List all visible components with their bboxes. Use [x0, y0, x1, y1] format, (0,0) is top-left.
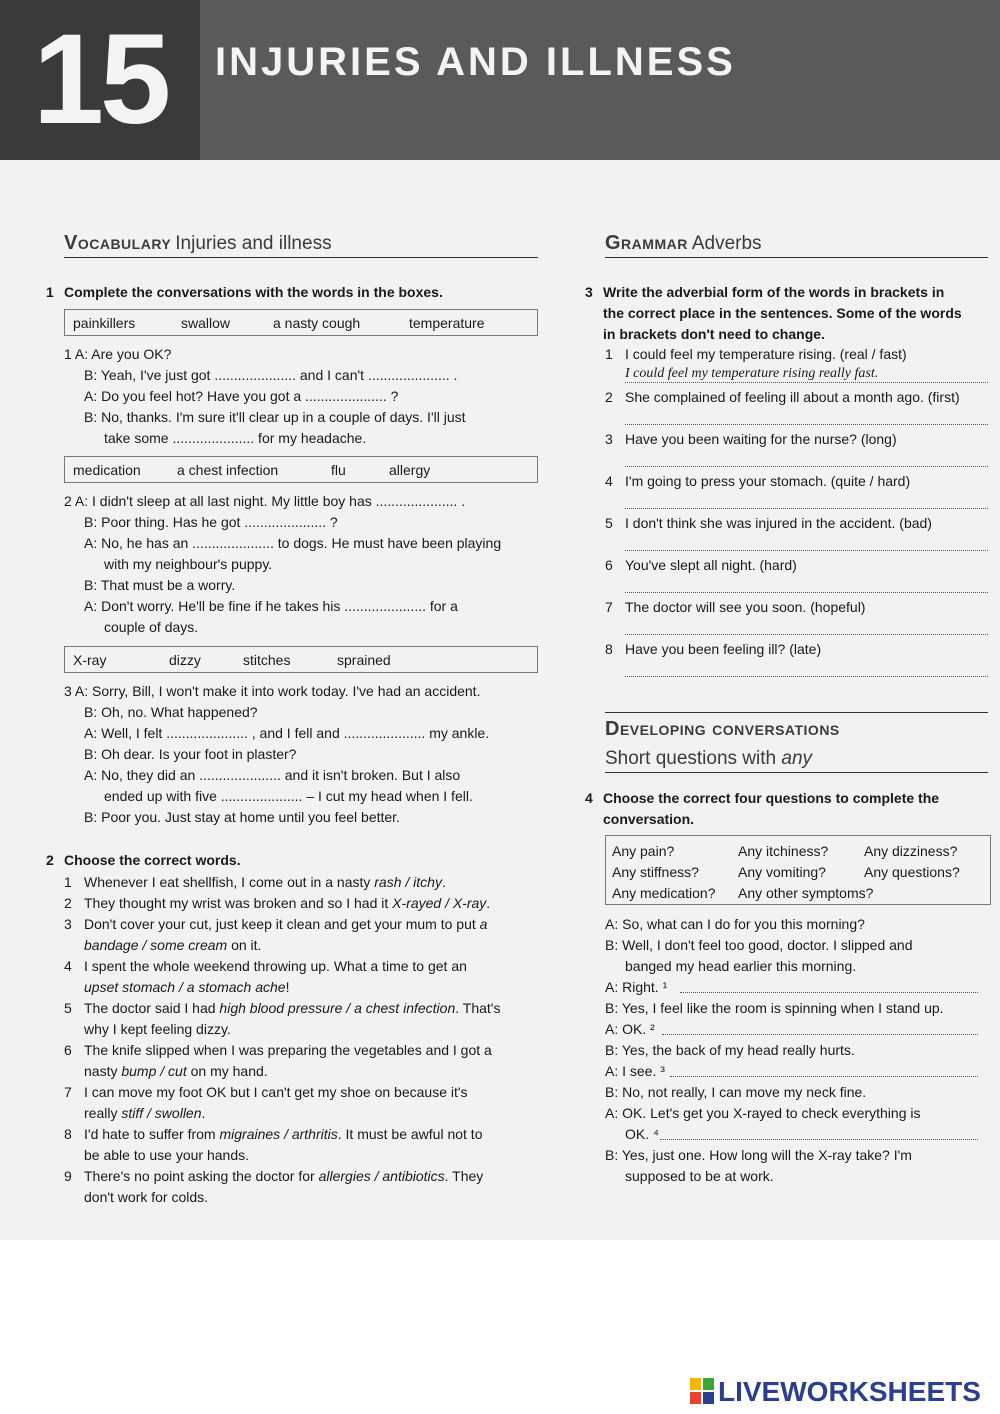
- word-box-1: painkillers swallow a nasty cough temperature: [64, 309, 538, 336]
- answer-line-1[interactable]: [680, 992, 978, 993]
- option-any-questions[interactable]: Any questions?: [864, 864, 960, 880]
- list-item: 4 I'm going to press your stomach. (quite / hard): [605, 473, 911, 489]
- option-any-dizziness[interactable]: Any dizziness?: [864, 843, 958, 859]
- list-item: 9 There's no point asking the doctor for allergies / antibiotics. They: [64, 1168, 484, 1184]
- unit-banner: [0, 0, 1000, 160]
- list-item: 3 Don't cover your cut, just keep it clean and get your mum to put a: [64, 916, 488, 932]
- exercise-4-instruction: 4 Choose the correct four questions to complete the conversation.: [585, 790, 940, 827]
- word-box-3: X-ray dizzy stitches sprained: [64, 646, 538, 673]
- list-item: 4 I spent the whole weekend throwing up. What a time to get an: [64, 958, 467, 974]
- vocabulary-heading: Vocabulary Injuries and illness: [64, 232, 538, 258]
- list-item: 2 They thought my wrist was broken and so I had it X-rayed / X-ray.: [64, 895, 491, 911]
- list-item: 6 The knife slipped when I was preparing the vegetables and I got a: [64, 1042, 492, 1058]
- answer-line[interactable]: [625, 424, 988, 425]
- developing-subheading: Short questions with any: [605, 748, 988, 773]
- answer-line[interactable]: [625, 466, 988, 467]
- answer-line[interactable]: [625, 508, 988, 509]
- list-item: 7 The doctor will see you soon. (hopeful): [605, 599, 866, 615]
- option-any-pain[interactable]: Any pain?: [612, 843, 675, 859]
- divider: [605, 712, 988, 713]
- answer-line[interactable]: [625, 382, 988, 383]
- answer-line-2[interactable]: [662, 1034, 978, 1035]
- option-any-medication[interactable]: Any medication?: [612, 885, 716, 901]
- list-item: 7 I can move my foot OK but I can't get my shoe on because it's: [64, 1084, 468, 1100]
- option-any-stiffness[interactable]: Any stiffness?: [612, 864, 699, 880]
- exercise-3-instruction: 3 Write the adverbial form of the words in brackets in the correct place in the sentences. Some of the words in brackets don't need to change.: [585, 284, 962, 342]
- list-item: 5 The doctor said I had high blood pressure / a chest infection. That's: [64, 1000, 501, 1016]
- exercise-1-instruction: 1 Complete the conversations with the words in the boxes.: [46, 284, 443, 300]
- list-item: 2 She complained of feeling ill about a month ago. (first): [605, 389, 960, 405]
- answer-line[interactable]: [625, 592, 988, 593]
- list-item: 1 I could feel my temperature rising. (real / fast): [605, 346, 907, 362]
- list-item: 6 You've slept all night. (hard): [605, 557, 797, 573]
- word-box-2: medication a chest infection flu allergy: [64, 456, 538, 483]
- option-any-other-symptoms[interactable]: Any other symptoms?: [738, 885, 874, 901]
- unit-number: 15: [0, 0, 200, 160]
- list-item: 8 Have you been feeling ill? (late): [605, 641, 822, 657]
- example-answer: I could feel my temperature rising really fast.: [625, 366, 879, 381]
- option-any-vomiting[interactable]: Any vomiting?: [738, 864, 826, 880]
- list-item: 5 I don't think she was injured in the accident. (bad): [605, 515, 932, 531]
- brand-wordmark[interactable]: LIVEWORKSHEETS: [718, 1376, 981, 1407]
- answer-line-4[interactable]: [660, 1139, 978, 1140]
- answer-line[interactable]: [625, 634, 988, 635]
- question-options-box: [605, 835, 991, 905]
- unit-title: INJURIES AND ILLNESS: [215, 40, 736, 84]
- list-item: 1 Whenever I eat shellfish, I come out in a nasty rash / itchy.: [64, 874, 446, 890]
- grammar-heading: Grammar Adverbs: [605, 232, 988, 258]
- answer-line[interactable]: [625, 676, 988, 677]
- worksheet-page: 15 INJURIES AND ILLNESS Vocabulary Injuries and illness 1 Complete the conversations with the words in the boxes. painkillers swallow a nasty cough temperature 1 A: Are you OK? B: Yeah, I've just got ..................... and I can't ..................... . A: Do you feel hot? Have you got a ..................... ? B: No, thanks. I'm sure it'll clear up in a couple of days. I'll just take some ..................... for my headache. medication a chest infection flu allergy 2 A: I didn't sleep at all last night. My little boy has ..................... . B: Poor thing. Has he got ..................... ? A: No, he has an ..................... to dogs. He must have been playing with my neighbour's puppy. B: That must be a worry. A: Don't worry. He'll be fine if he takes his ..................... for a couple of days. X-ray dizzy stitches sprained 3 A: Sorry, Bill, I won't make it into work today. I've had an accident. B: Oh, no. What happened? A: Well, I felt ..................... , and I fell and ..................... my ankle. B: Oh dear. Is your foot in plaster? A: No, they did an ..................... and it isn't broken. But I also ended up with five ..................... – I cut my head when I fell. B: Poor you. Just stay at home until you feel better. 2 Choose the correct words. 1 Whenever I eat shellfish, I come out in a nasty rash / itchy. 2 They thought my wrist was broken and so I had it X-rayed / X-ray. 3 Don't cover your cut, just keep it clean and get your mum to put a bandage / some cream on it. 4 I spent the whole weekend throwing up. What a time to get an upset stomach / a stomach ache! 5 The doctor said I had high blood pressure / a chest infection. That's why I kept feeling dizzy. 6 The knife slipped when I was preparing the vegetables and I got a nasty bump / cut on my hand. 7 I can move my foot OK but I can't get my shoe on because it's really stiff / swollen. 8 I'd hate to suffer from migraines / arthritis. It must be awful not to be able to use your hands. 9 There's no point asking the doctor for allergies / antibiotics. They don't work for colds. Grammar Adverbs 3 Write the adverbial form of the words in brackets in the correct place in the sentences. Some of the words in brackets don't need to change. 1 I could feel my temperature rising. (real / fast) I could feel my temperature rising really fast. 2 She complained of feeling ill about a month ago. (first) 3 Have you been waiting for the nurse? (long) 4 I'm going to press your stomach. (quite / hard) 5 I don't think she was injured in the accident. (bad) 6 You've slept all night. (hard) 7 The doctor will see you soon. (hopeful) 8 Have you been feeling ill? (late) Developing conversations Short questions with any 4 Choose the correct four questions to complete the conversation. Any pain? Any itchiness? Any dizziness? Any stiffness? Any vomiting? Any questions? Any medication? Any other symptoms? A: So, what can I do for you this morning? B: Well, I don't feel too good, doctor. I slipped and banged my head earlier this morning. A: Right. ¹ B: Yes, I feel like the room is spinning when I stand up. A: OK. ² B: Yes, the back of my head really hurts. A: I see. ³ B: No, not really, I can move my neck fine. A: OK. Let's get you X-rayed to check everything is OK. ⁴ B: Yes, just one. How long will the X-ray take? I'm supposed to be at work.: [0, 0, 1000, 1240]
- answer-line-3[interactable]: [670, 1076, 978, 1077]
- list-item: 3 Have you been waiting for the nurse? (long): [605, 431, 897, 447]
- developing-heading: Developing conversations: [605, 718, 840, 740]
- exercise-2-instruction: 2 Choose the correct words.: [46, 852, 241, 868]
- list-item: 8 I'd hate to suffer from migraines / arthritis. It must be awful not to: [64, 1126, 483, 1142]
- liveworksheets-logo-icon: [690, 1378, 714, 1404]
- option-any-itchiness[interactable]: Any itchiness?: [738, 843, 829, 859]
- answer-line[interactable]: [625, 550, 988, 551]
